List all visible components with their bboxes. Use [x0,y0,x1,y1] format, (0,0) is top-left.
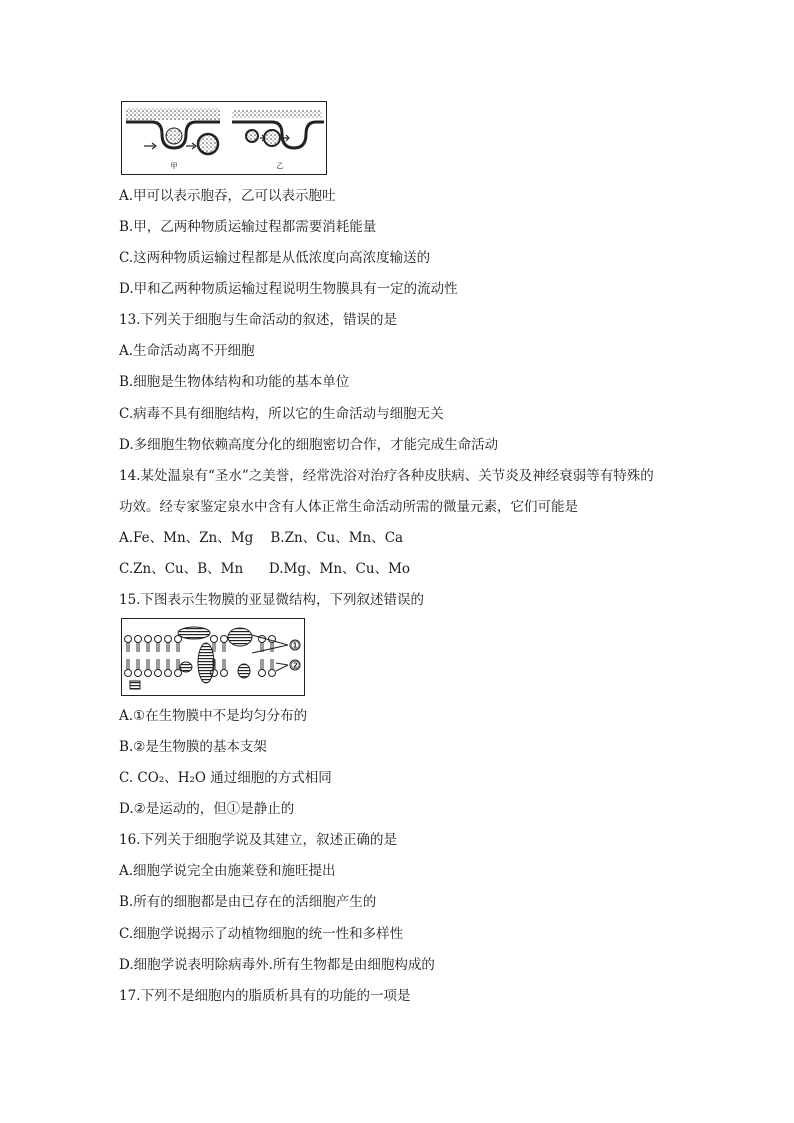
q16-option-b: B.所有的细胞都是由已存在的活细胞产生的 [119,894,377,910]
membrane-diagram [122,619,304,695]
q16-stem: 16.下列关于细胞学说及其建立，叙述正确的是 [119,832,397,848]
q16-option-c: C.细胞学说揭示了动植物细胞的统一性和多样性 [119,926,404,942]
q14-stem-line2: 功效。经专家鉴定泉水中含有人体正常生命活动所需的微量元素，它们可能是 [119,499,578,515]
q13-option-b: B.细胞是生物体结构和功能的基本单位 [119,374,350,390]
q13-option-a: A.生命活动离不开细胞 [119,343,255,359]
q15-option-c: C. CO₂、H₂O 通过细胞的方式相同 [119,770,332,786]
q16-option-d: D.细胞学说表明除病毒外.所有生物都是由细胞构成的 [119,957,435,973]
q17-stem: 17.下列不是细胞内的脂质析具有的功能的一项是 [119,988,411,1004]
transport-diagram [122,102,326,174]
q14-options-row1: A.Fe、Mn、Zn、Mg B.Zn、Cu、Mn、Ca [119,530,404,546]
label-circle-2: ② [290,659,300,672]
q16-option-a: A.细胞学说完全由施莱登和施旺提出 [119,863,336,879]
q15-stem: 15.下图表示生物膜的亚显微结构，下列叙述错误的 [119,592,424,608]
q12-option-b: B.甲，乙两种物质运输过程都需要消耗能量 [119,219,377,235]
transport-figure [121,101,327,175]
q14-stem-line1: 14.某处温泉有“圣水”之美誉，经常洗浴对治疗各种皮肤病、关节炎及神经衰弱等有特殊的 [119,468,654,484]
q14-options-row2: C.Zn、Cu、B、Mn D.Mg、Mn、Cu、Mo [119,561,411,577]
label-jia: 甲 [170,162,178,170]
q15-option-d: D.②是运动的，但①是静止的 [119,801,295,817]
q13-option-c: C.病毒不具有细胞结构，所以它的生命活动与细胞无关 [119,406,444,422]
q13-option-d: D.多细胞生物依赖高度分化的细胞密切合作，才能完成生命活动 [119,437,499,453]
q15-option-a: A.①在生物膜中不是均匀分布的 [119,708,308,724]
membrane-figure [121,618,305,696]
q15-option-b: B.②是生物膜的基本支架 [119,739,267,755]
q13-stem: 13.下列关于细胞与生命活动的叙述，错误的是 [119,312,397,328]
label-yi: 乙 [276,162,284,170]
label-circle-1: ① [290,639,300,652]
q12-option-d: D.甲和乙两种物质运输过程说明生物膜具有一定的流动性 [119,281,458,297]
q12-option-c: C.这两种物质运输过程都是从低浓度向高浓度输送的 [119,250,431,266]
q12-option-a: A.甲可以表示胞吞，乙可以表示胞吐 [119,188,336,204]
